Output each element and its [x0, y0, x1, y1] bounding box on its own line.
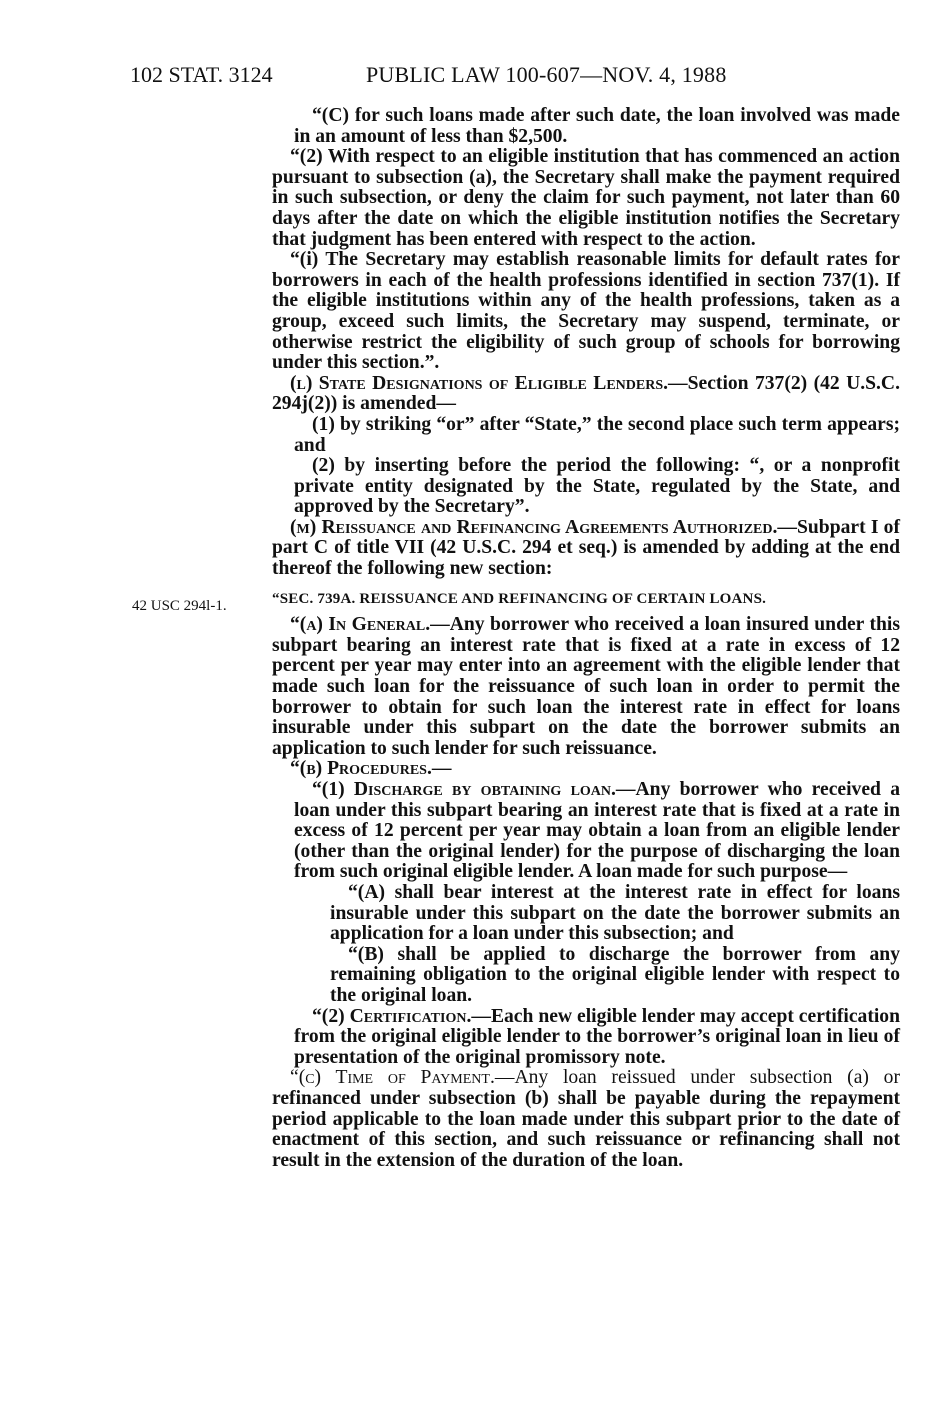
subsection-c — [272, 1068, 900, 1171]
subsection-b-1-A: “(A) shall bear interest at the interest rate in effect for loans insurable under this subpart on the date the borrower submits an application for a loan under this subsection; and — [330, 881, 900, 945]
subsection-b-2-text: —Each new eligible lender may accept certification from the original eligible lender to the borrower’s original loan in lieu of presentation of the original promissory note. — [294, 1005, 900, 1068]
subsection-c-heading: “(c) Time of Payment. — [290, 1067, 495, 1089]
section-m — [272, 518, 900, 580]
subsection-b-1 — [272, 780, 900, 883]
document-body — [272, 106, 900, 1171]
subsection-a-text: —Any borrower who received a loan insured under this subpart bearing an interest rate that is fixed at a rate in excess of 12 percent per year may enter into an agreement with the eligible lender that made such loan for the reissuance of such loan in order to permit the borrower to obtain for such loan the interest rate in effect for loans insurable under this subpart on the date the borrower submits an application to such lender for such reissuance. — [272, 614, 900, 759]
subsection-a — [272, 615, 900, 759]
subsection-c-text: refinanced under subsection (b) shall be payable during the repayment period applicable to the loan made under this subpart prior to the date of enactment of this section, and such reissuance or refinancing shall not result in the extension of the duration of the loan. — [272, 1087, 900, 1171]
subsection-b-1-B: “(B) shall be applied to discharge the borrower from any remaining obligation to the original eligible lender with respect to the original loan. — [330, 943, 900, 1006]
page-header — [0, 62, 947, 92]
paragraph-i: “(i) The Secretary may establish reasonable limits for default rates for borrowers in each of the health professions identified in section 737(1). If the eligible institutions within any of the health professions, taken as a group, exceed such limits, the Secretary may suspend, terminate, or otherwise restrict the eligibility of such group of schools for borrowing under this section.”. — [272, 249, 900, 374]
section-l-text: —Section 737(2) (42 U.S.C. 294j(2)) is amended— — [272, 372, 900, 415]
subsection-b-1-items — [272, 883, 900, 1007]
section-l-heading: (l) State Designations of Eligible Lenders. — [290, 372, 669, 394]
section-l-item-1: (1) by striking “or” after “State,” the second place such term appears; and — [294, 413, 900, 456]
paragraph-c-loans: “(C) for such loans made after such date, the loan involved was made in an amount of less than $2,500. — [294, 105, 900, 147]
subsection-b-2-heading: “(2) Certification. — [312, 1005, 472, 1027]
section-l — [272, 374, 900, 415]
margin-citation: 42 USC 294l-1. — [132, 598, 227, 614]
subsection-a-heading: “(a) In General. — [290, 614, 431, 636]
section-m-heading: (m) Reissuance and Refinancing Agreements Authorized. — [290, 516, 778, 538]
subsection-b-1-text: —Any borrower who received a loan under this subpart bearing an interest rate that is fixed at a rate in excess of 12 percent per year may obtain a loan from an eligible lender (other than the original lender) for the purpose of discharging the loan from such original eligible lender. A loan made for such purpose— — [294, 779, 900, 883]
stat-page-number: 102 STAT. 3124 — [130, 62, 273, 87]
public-law-title: PUBLIC LAW 100-607—NOV. 4, 1988 — [366, 62, 727, 87]
section-739a-heading: “SEC. 739A. REISSUANCE AND REFINANCING OF CERTAIN LOANS. — [272, 590, 767, 607]
subsection-b-2 — [272, 1007, 900, 1069]
subsection-b-heading: “(b) Procedures.— — [290, 758, 452, 780]
subsection-c-text-plain: —Any loan reissued under subsection (a) or — [494, 1067, 900, 1089]
section-l-item-2: (2) by inserting before the period the following: “, or a nonprofit private entity designated by the State, regulated by the State, and approved by the Secretary”. — [294, 455, 900, 518]
paragraph-2: “(2) With respect to an eligible institution that has commenced an action pursuant to subsection (a), the Secretary shall make the payment required in such subsection, or deny the claim for such payment, not later than 60 days after the date on which the eligible institution notifies the Secretary that judgment has been entered with respect to the action. — [272, 146, 900, 250]
subsection-b-1-heading: “(1) Discharge by obtaining loan. — [312, 779, 616, 800]
section-m-text: —Subpart I of part C of title VII (42 U.S.C. 294 et seq.) is amended by adding at the end thereof the following new section: — [272, 516, 901, 580]
